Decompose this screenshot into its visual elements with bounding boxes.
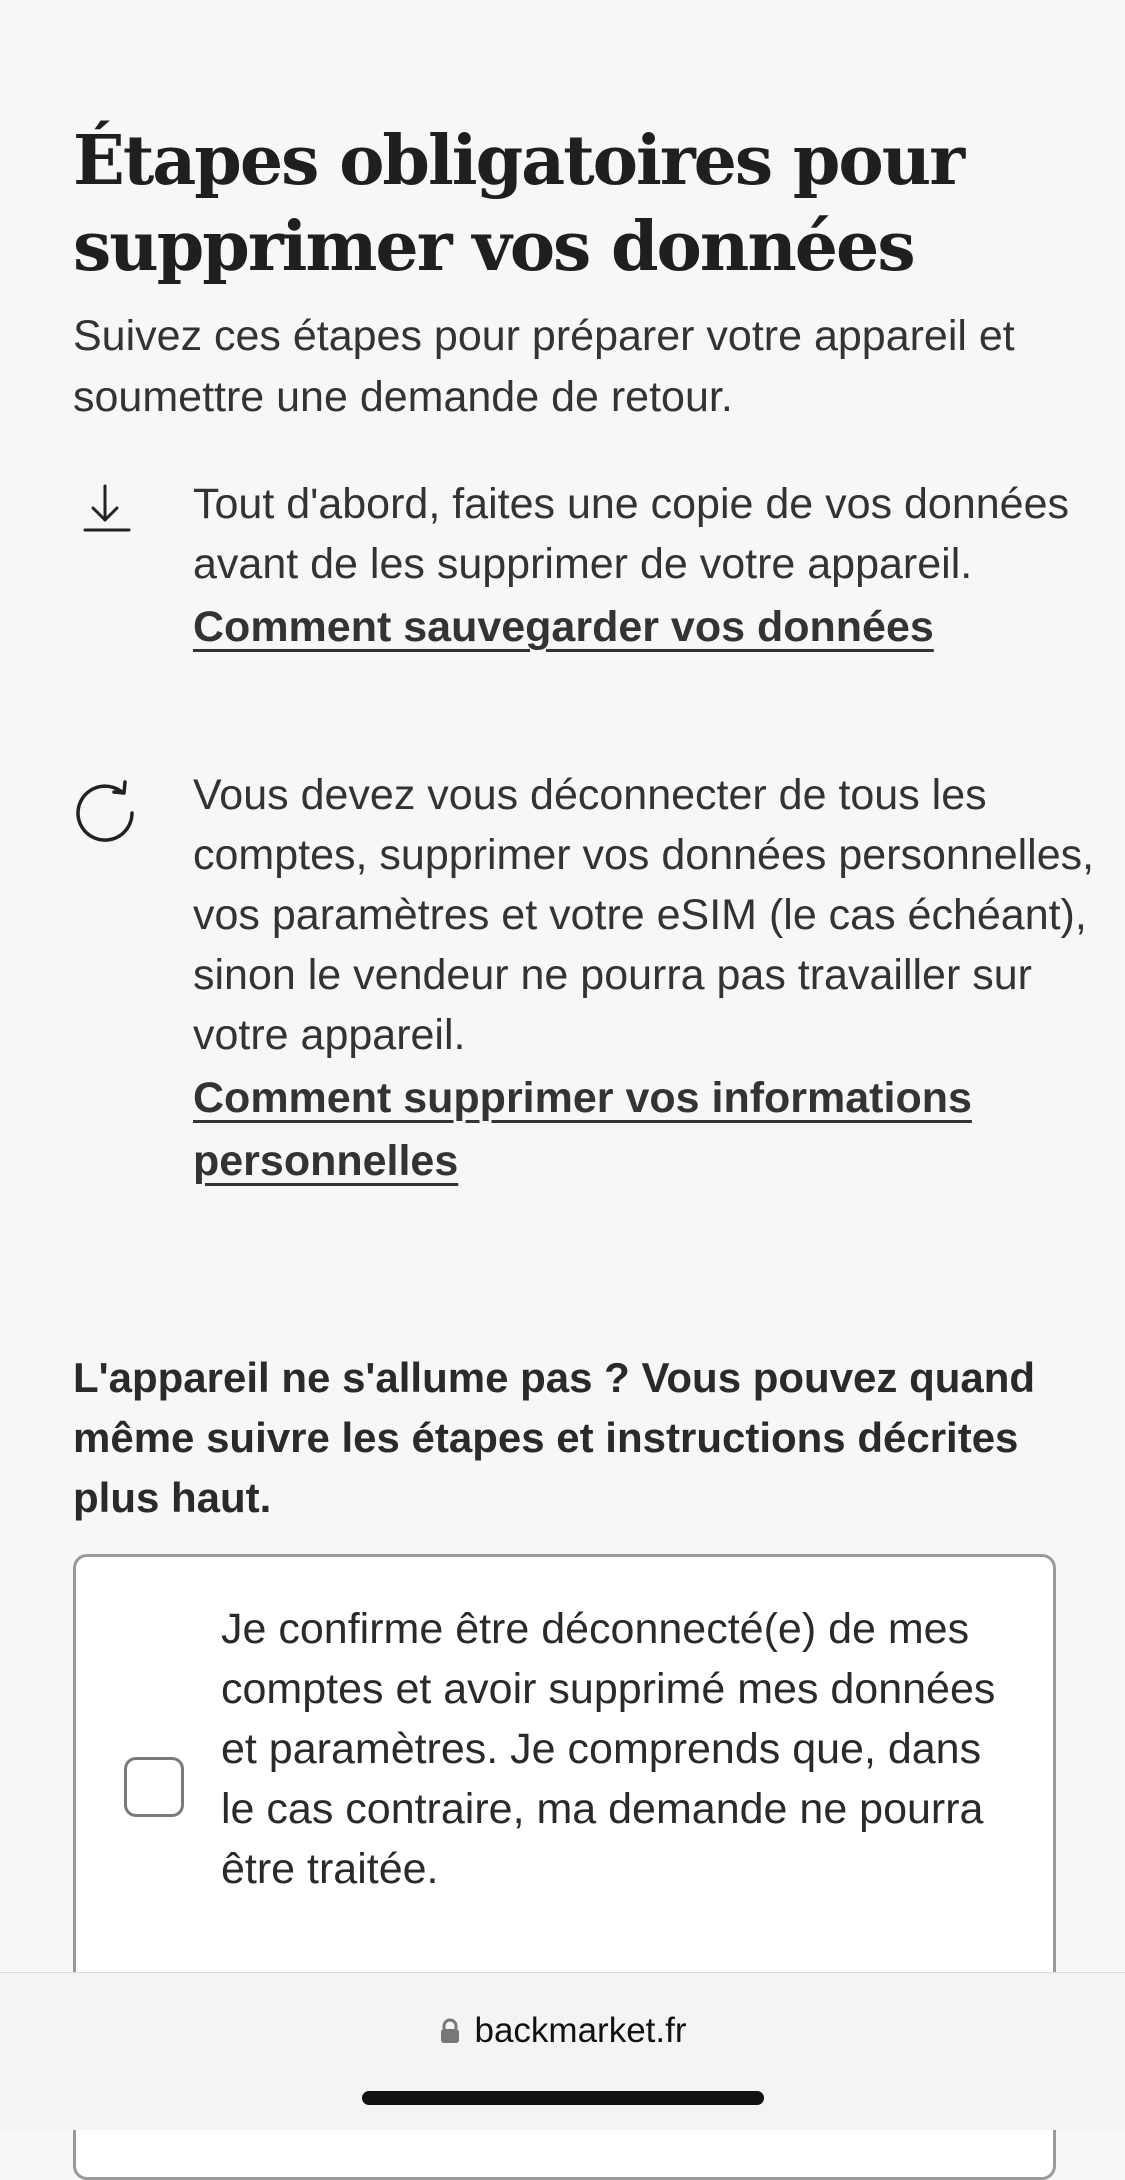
device-not-turning-on-notice: L'appareil ne s'allume pas ? Vous pouvez quand même suivre les étapes et instructions décrites plus haut. xyxy=(73,1354,1036,1521)
step-text xyxy=(193,765,1123,1193)
url-display[interactable] xyxy=(0,2009,1125,2053)
refresh-icon xyxy=(73,773,143,843)
confirmation-checkbox[interactable] xyxy=(124,1757,184,1817)
confirmation-text: Je confirme être déconnecté(e) de mes comptes et avoir supprimé mes données et paramètres. Je comprends que, dans le cas contraire, ma demande ne pourra être traitée. xyxy=(221,1605,996,1893)
browser-address-bar[interactable] xyxy=(0,1972,1125,2130)
page-subtitle: Suivez ces étapes pour préparer votre appareil et soumettre une demande de retour. xyxy=(73,312,1015,421)
lock-icon xyxy=(439,2018,461,2044)
download-icon xyxy=(73,474,143,544)
backup-data-link[interactable]: Comment sauvegarder vos données xyxy=(193,603,934,651)
step-description: Tout d'abord, faites une copie de vos données avant de les supprimer de votre appareil. xyxy=(193,480,1069,588)
url-text: backmarket.fr xyxy=(474,2011,687,2050)
delete-personal-info-link[interactable]: Comment supprimer vos informations personnelles xyxy=(193,1074,972,1185)
step-text xyxy=(193,474,1123,659)
home-indicator xyxy=(362,2091,764,2105)
step-description: Vous devez vous déconnecter de tous les comptes, supprimer vos données personnelles, vos paramètres et votre eSIM (le cas échéant), sinon le vendeur ne pourra pas travailler sur votre appareil. xyxy=(193,771,1095,1059)
page-title: Étapes obligatoires pour supprimer vos données xyxy=(73,121,964,287)
